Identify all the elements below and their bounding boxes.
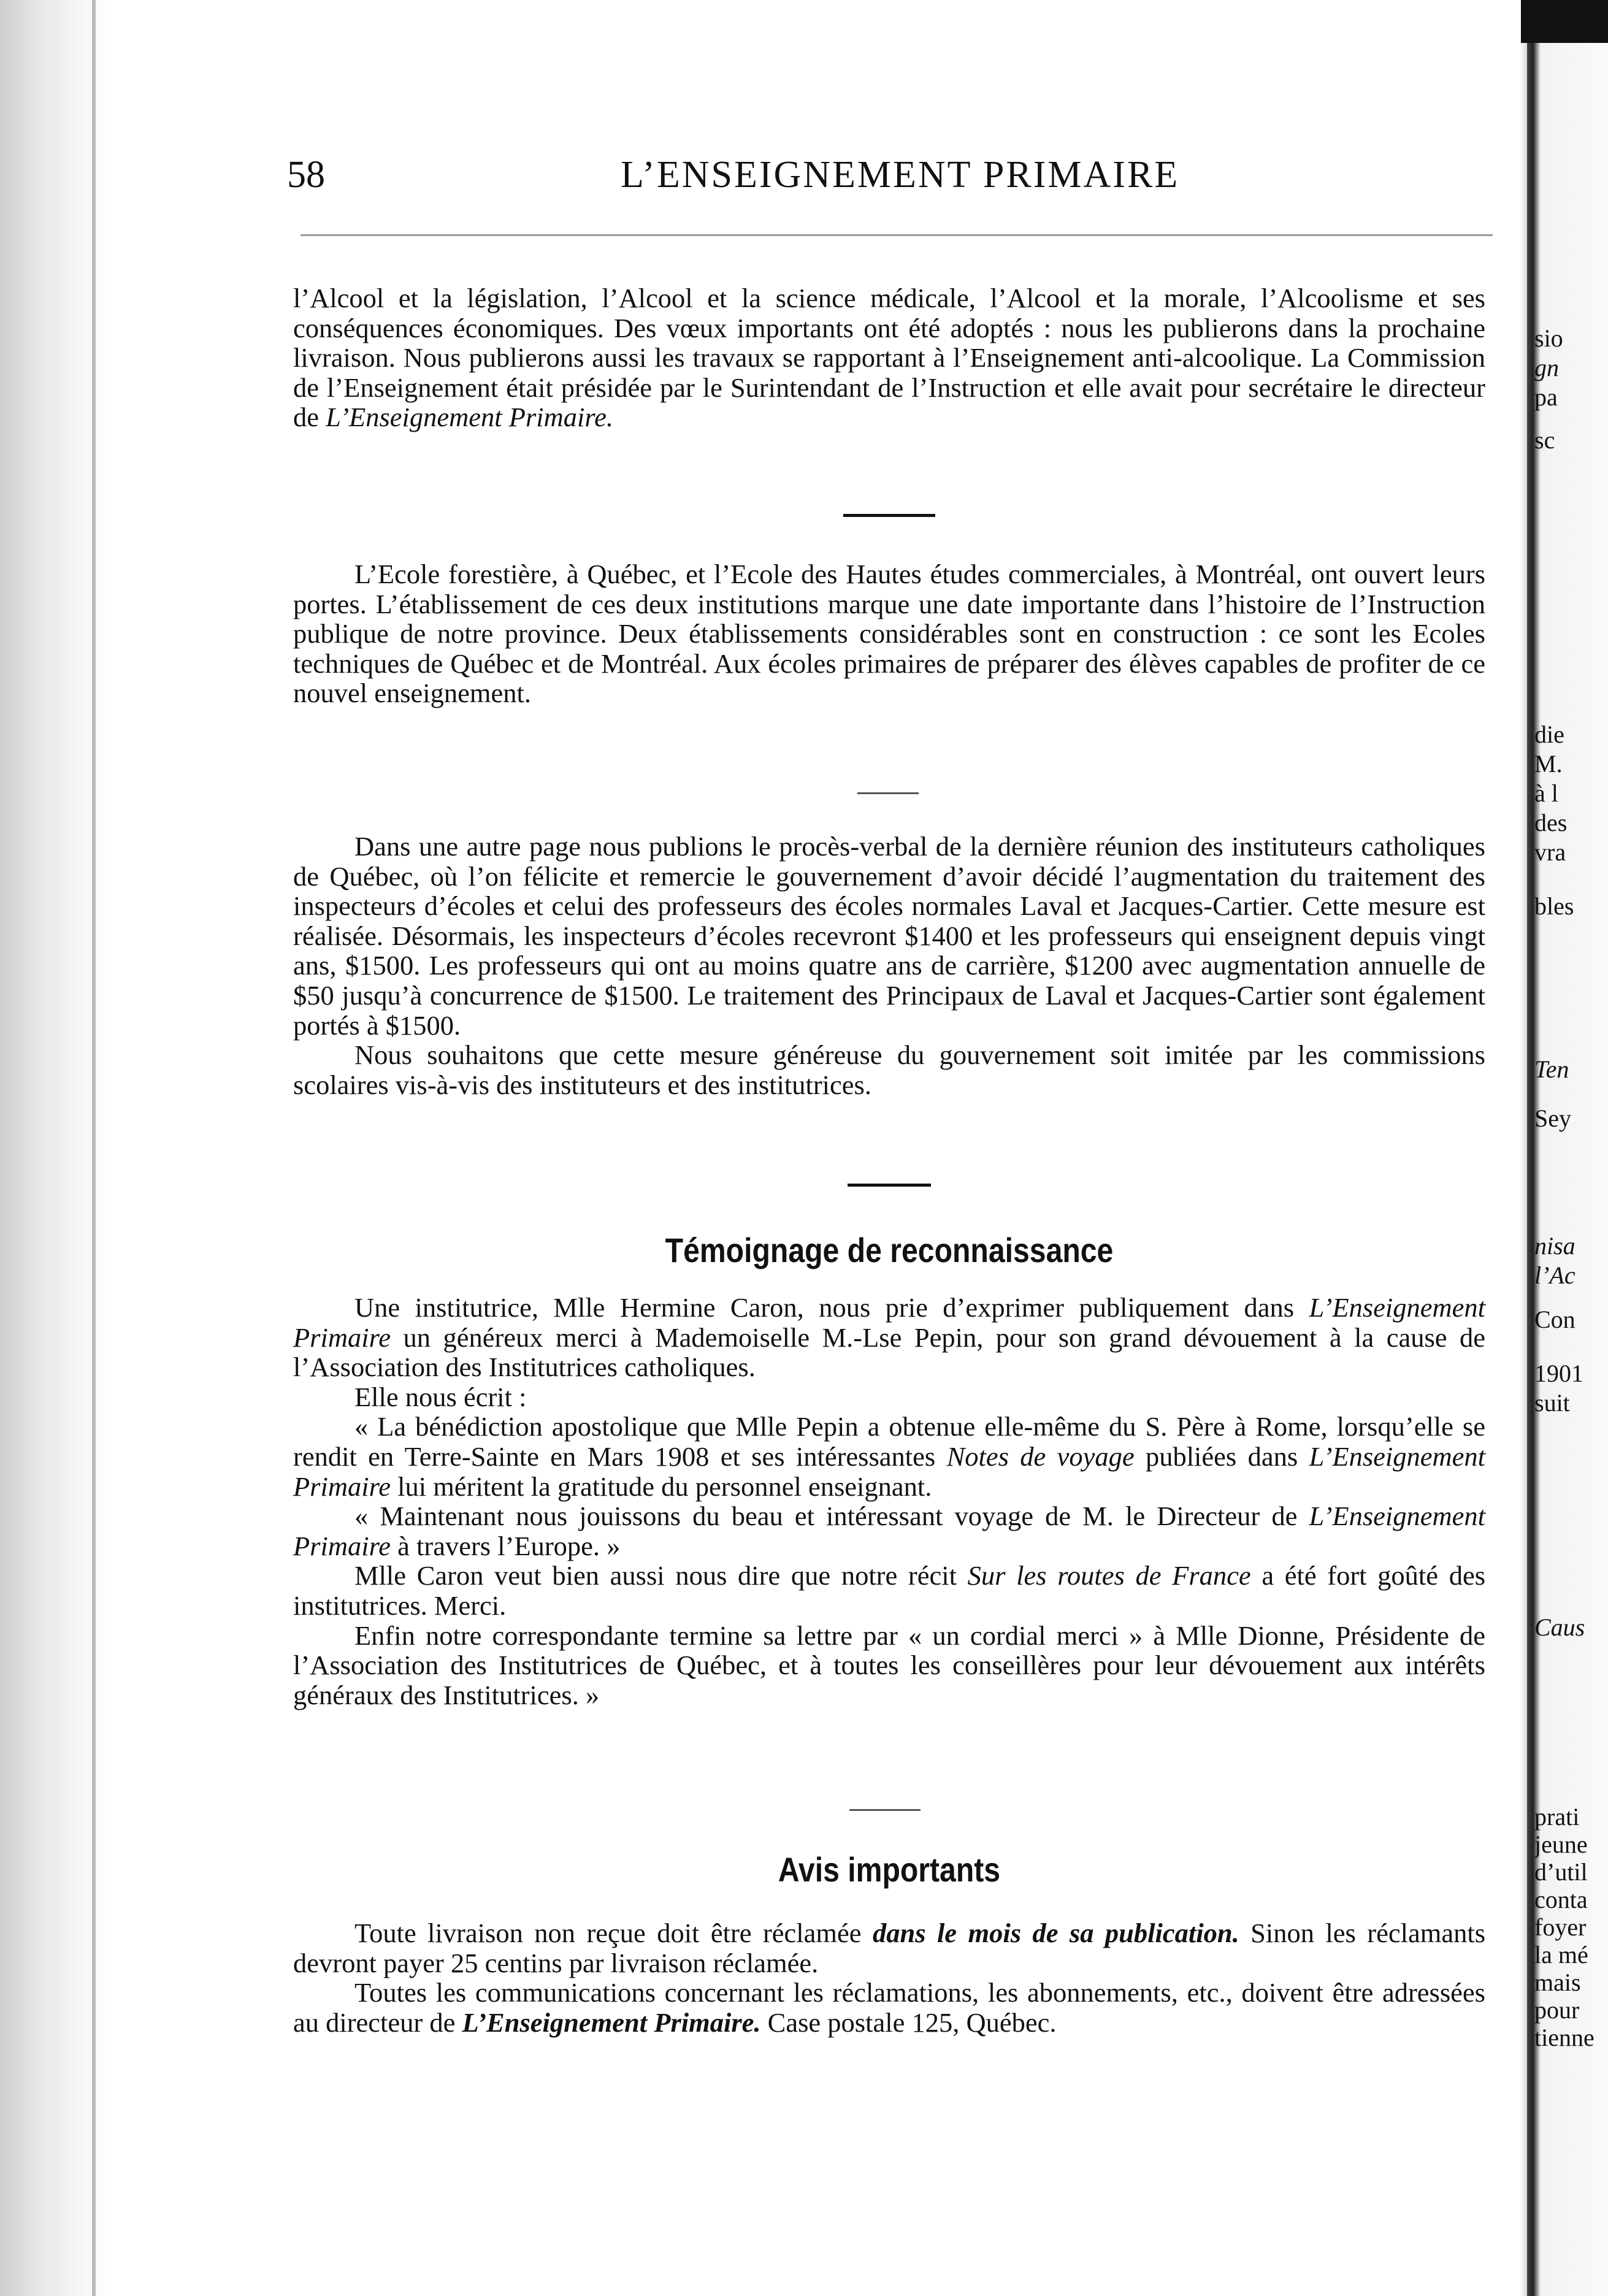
temoignage-p4-b: à travers l’Europe. » <box>397 1530 621 1561</box>
temoignage-p3-b: publiées dans <box>1145 1441 1298 1472</box>
temoignage-p5-b: a été fort goûté des institutrices. Merci. <box>293 1560 1486 1621</box>
temoignage-p3-italic2: L’Enseignement Primaire <box>293 1441 1486 1502</box>
page-gutter-line <box>92 0 96 2296</box>
next-page-fragment: suit <box>1534 1389 1570 1417</box>
temoignage-p1 <box>293 1293 1485 1382</box>
paragraph-ecoles-text: L’Ecole forestière, à Québec, et l’Ecole des Hautes études commerciales, à Montréal, ont ouvert leurs portes. L’établissement de ces deux institutions marque une date importante dans l’histoire de l’Instruction publique de notre province. Deux établissements considérables sont en construction : ce sont les Ecoles techniques de Québec et de Montréal. Aux écoles primaires de préparer des élèves capables de profiter de ce nouvel enseignement. <box>293 559 1485 709</box>
heading-avis: Avis importants <box>778 1850 1001 1889</box>
next-page-fragment: mais <box>1534 1969 1581 1996</box>
avis-p1-a: Toute livraison non reçue doit être réclamée <box>354 1918 862 1948</box>
paragraph-traitement <box>293 832 1485 1100</box>
next-page-fragment: la mé <box>1534 1941 1588 1969</box>
temoignage-p4 <box>293 1501 1485 1561</box>
next-page-fragment: gn <box>1534 354 1559 381</box>
paragraph-alcool-text: l’Alcool et la législation, l’Alcool et la science médicale, l’Alcool et la morale, l’Alcoolisme et ses conséquences économiques. Des vœux importants ont été adoptés : nous les publierons dans la prochaine livraison. Nous publierons aussi les travaux se rapportant à l’Enseignement anti-alcoolique. La Commission de l’Enseignement était présidée par le Surintendant de l’Instruction et elle avait pour secrétaire le directeur de <box>293 283 1485 433</box>
next-page-fragment: Sey <box>1534 1104 1571 1132</box>
temoignage-p3-italic1: Notes de voyage <box>946 1441 1135 1472</box>
temoignage-p3-a: « La bénédiction apostolique que Mlle Pepin a obtenue elle-même du S. Père à Rome, lorsqu’elle se rendit en Terre-Sainte en Mars 1908 et ses intéressantes <box>293 1411 1485 1472</box>
next-page-fragment: sc <box>1534 426 1555 454</box>
next-page-fragment: pa <box>1534 383 1558 411</box>
paragraph-traitement-text: Dans une autre page nous publions le procès-verbal de la dernière réunion des instituteurs catholiques de Québec, où l’on félicite et remercie le gouvernement d’avoir décidé l’augmentation du traitement des inspecteurs d’écoles et celui des professeurs des écoles normales Laval et Jacques-Cartier. Cette mesure est réalisée. Désormais, les inspecteurs d’écoles recevront $1400 et les professeurs qui enseignent depuis vingt ans, $1500. Les professeurs qui ont au moins quatre ans de carrière, $1200 avec augmentation annuelle de $50 jusqu’à concurrence de $1500. Le traitement des Principaux de Laval et Jacques-Cartier sont également portés à $1500. <box>293 831 1485 1041</box>
paragraph-souhait-text: Nous souhaitons que cette mesure généreuse du gouvernement soit imitée par les commissions scolaires vis-à-vis des instituteurs et des institutrices. <box>293 1039 1485 1100</box>
next-page-fragment-group-2 <box>1534 720 1608 921</box>
next-page-fragment-group-4 <box>1534 1231 1608 1418</box>
paragraph-ecoles <box>293 559 1485 708</box>
next-page-fragment: jeune <box>1534 1831 1588 1858</box>
next-page-fragment-group-6 <box>1534 1803 1608 2051</box>
running-title: L’ENSEIGNEMENT PRIMAIRE <box>621 154 1180 196</box>
section-separator-2 <box>857 792 919 794</box>
temoignage-p5 <box>293 1561 1485 1620</box>
next-page-fragment: M. <box>1534 750 1563 778</box>
next-page-fragment-group-1 <box>1534 324 1608 455</box>
next-page-fragment: sio <box>1534 324 1563 352</box>
next-page-fragment: l’Ac <box>1534 1261 1575 1289</box>
avis-p2 <box>293 1978 1485 2037</box>
next-page-fragment: foyer <box>1534 1913 1587 1941</box>
temoignage-p5-a: Mlle Caron veut bien aussi nous dire que notre récit <box>354 1560 957 1591</box>
next-page-fragment: 1901 <box>1534 1360 1583 1387</box>
temoignage-p1-b: un généreux merci à Mademoiselle M.-Lse Pepin, pour son grand dévouement à la cause de l’Association des Institutrices catholiques. <box>293 1322 1486 1383</box>
next-page-fragment: Caus <box>1534 1613 1585 1641</box>
journal-title-italic: L’Enseignement Primaire. <box>326 402 613 433</box>
next-page-fragment: Con <box>1534 1306 1575 1333</box>
avis-p2-a: Toutes les communications concernant les réclamations, les abonnements, etc., doivent être adressées au directeur de <box>293 1977 1485 2038</box>
next-page-fragment: vra <box>1534 838 1566 866</box>
temoignage-p3 <box>293 1412 1485 1501</box>
next-page-fragment-group-3 <box>1534 1055 1608 1133</box>
section-separator-3 <box>848 1184 931 1187</box>
temoignage-p5-italic: Sur les routes de France <box>967 1560 1251 1591</box>
header-rule <box>301 234 1493 236</box>
avis-p2-italic: L’Enseignement Primaire. <box>462 2007 761 2038</box>
temoignage-p6: Enfin notre correspondante termine sa lettre par « un cordial merci » à Mlle Dionne, Présidente de l’Association des Institutrices de Québec, et à toutes les conseillères pour leur dévouement aux intérêts généraux des Institutrices. » <box>293 1620 1485 1710</box>
next-page-fragment: des <box>1534 809 1568 836</box>
temoignage-p4-italic: L’Enseignement Primaire <box>293 1501 1486 1561</box>
temoignage-p3-c: lui méritent la gratitude du personnel enseignant. <box>397 1471 932 1502</box>
section-temoignage-body <box>293 1293 1485 1710</box>
next-page-fragment: d’util <box>1534 1858 1588 1886</box>
next-page-fragment: prati <box>1534 1803 1580 1831</box>
next-page-fragment: bles <box>1534 892 1574 920</box>
section-separator-4 <box>849 1809 921 1811</box>
section-separator-1 <box>843 514 935 517</box>
next-page-fragment: Ten <box>1534 1055 1569 1083</box>
page-number: 58 <box>287 154 325 196</box>
heading-temoignage: Témoignage de reconnaissance <box>665 1231 1114 1269</box>
next-page-fragment-group-5 <box>1534 1613 1608 1642</box>
temoignage-p1-a: Une institutrice, Mlle Hermine Caron, nous prie d’exprimer publiquement dans <box>354 1292 1295 1323</box>
temoignage-p4-a: « Maintenant nous jouissons du beau et intéressant voyage de M. le Directeur de <box>354 1501 1298 1532</box>
avis-p1-italic: dans le mois de sa publication. <box>872 1918 1239 1948</box>
avis-p1 <box>293 1918 1485 1978</box>
section-avis-body <box>293 1918 1485 2037</box>
next-page-fragment: à l <box>1534 779 1558 807</box>
next-page-fragment: conta <box>1534 1886 1588 1913</box>
avis-p2-b: Case postale 125, Québec. <box>767 2007 1057 2038</box>
scan-dark-corner <box>1521 0 1608 43</box>
next-page-fragment: nisa <box>1534 1232 1575 1260</box>
next-page-fragment: tienne <box>1534 2024 1595 2051</box>
temoignage-p2: Elle nous écrit : <box>354 1381 527 1412</box>
next-page-fragment: die <box>1534 721 1564 748</box>
avis-p1-b: Sinon les réclamants devront payer 25 centins par livraison réclamée. <box>293 1918 1486 1978</box>
temoignage-p1-italic: L’Enseignement Primaire <box>293 1292 1485 1353</box>
next-page-fragment: pour <box>1534 1996 1580 2024</box>
paragraph-alcool <box>293 283 1485 432</box>
page-fold-shadow <box>1520 0 1527 2296</box>
